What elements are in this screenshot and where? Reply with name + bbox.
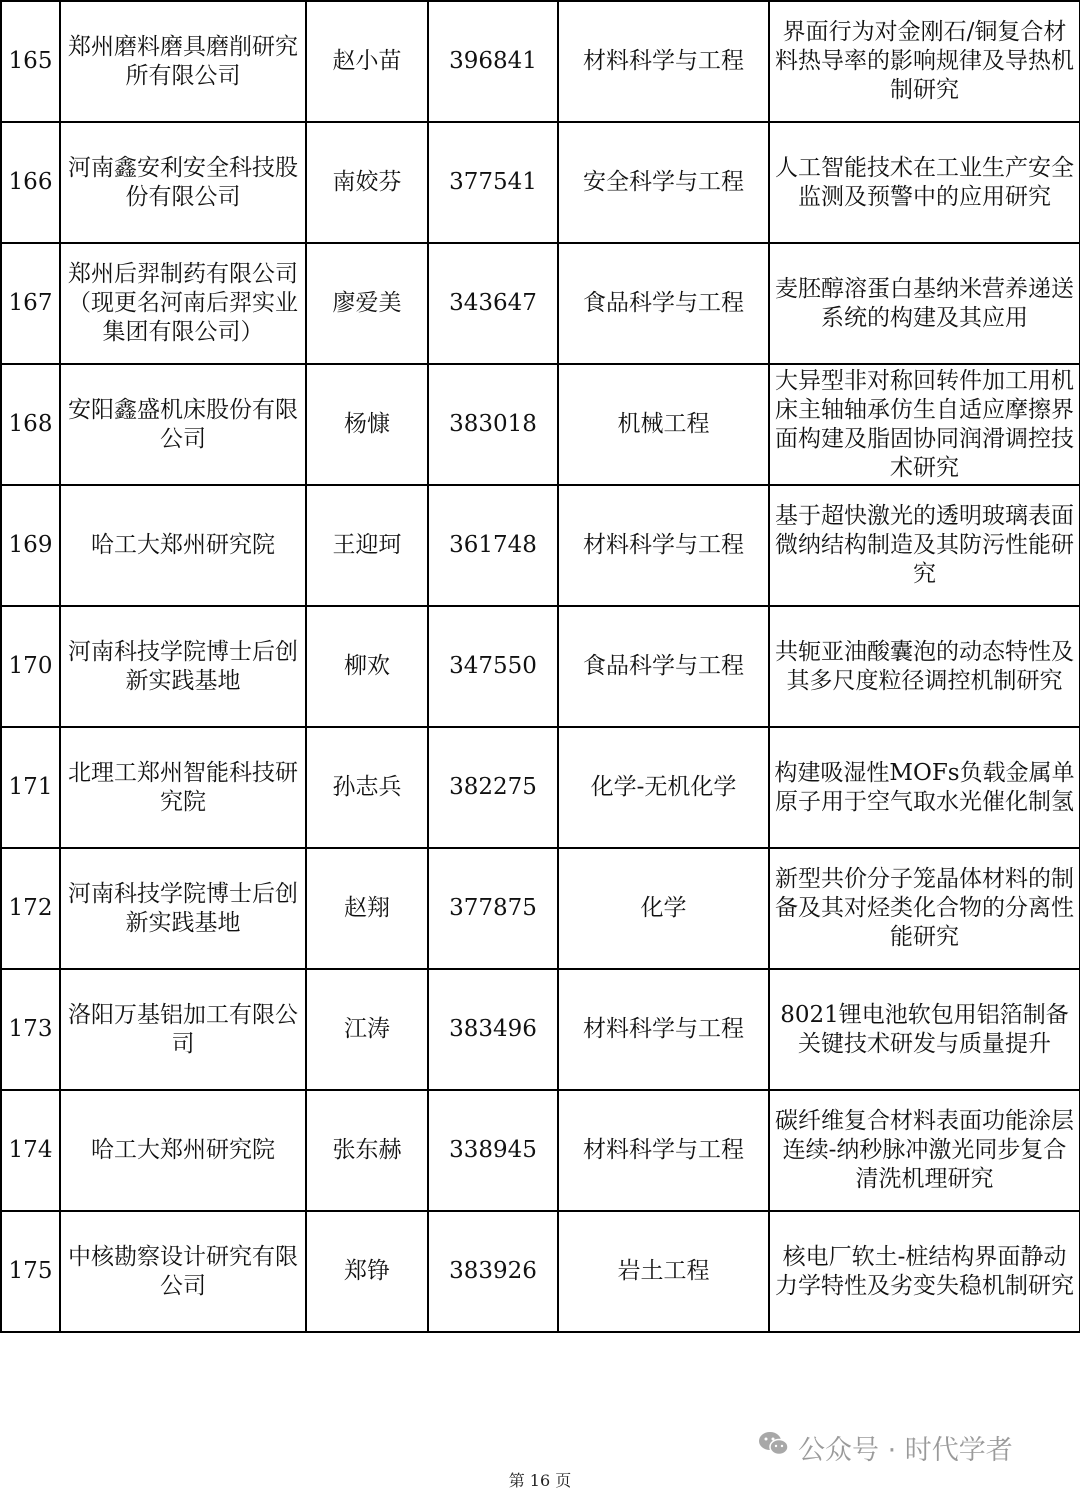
table-row bbox=[1, 1090, 1080, 1211]
researcher-name-cell: 杨慷 bbox=[306, 364, 428, 485]
research-topic-cell: 核电厂软土-桩结构界面静动力学特性及劣变失稳机制研究 bbox=[769, 1211, 1080, 1332]
researcher-name-cell: 柳欢 bbox=[306, 606, 428, 727]
row-number: 166 bbox=[1, 122, 60, 243]
researcher-id-cell: 361748 bbox=[428, 485, 558, 606]
row-number: 171 bbox=[1, 727, 60, 848]
discipline-cell: 安全科学与工程 bbox=[558, 122, 769, 243]
discipline-cell: 化学 bbox=[558, 848, 769, 969]
researcher-id-cell: 383496 bbox=[428, 969, 558, 1090]
watermark-text: 公众号 · 时代学者 bbox=[798, 1435, 1013, 1466]
researcher-id-cell: 347550 bbox=[428, 606, 558, 727]
discipline-cell: 食品科学与工程 bbox=[558, 243, 769, 364]
organization-cell: 郑州磨料磨具磨削研究所有限公司 bbox=[60, 1, 306, 122]
organization-cell: 洛阳万基铝加工有限公司 bbox=[60, 969, 306, 1090]
research-topic-cell: 新型共价分子笼晶体材料的制备及其对烃类化合物的分离性能研究 bbox=[769, 848, 1080, 969]
research-topic-cell: 构建吸湿性MOFs负载金属单原子用于空气取水光催化制氢 bbox=[769, 727, 1080, 848]
research-topic-cell: 人工智能技术在工业生产安全监测及预警中的应用研究 bbox=[769, 122, 1080, 243]
research-topic-cell: 界面行为对金刚石/铜复合材料热导率的影响规律及导热机制研究 bbox=[769, 1, 1080, 122]
researcher-id-cell: 377541 bbox=[428, 122, 558, 243]
wechat-icon bbox=[758, 1430, 790, 1465]
researcher-name-cell: 孙志兵 bbox=[306, 727, 428, 848]
research-topic-cell: 基于超快激光的透明玻璃表面微纳结构制造及其防污性能研究 bbox=[769, 485, 1080, 606]
organization-cell: 河南科技学院博士后创新实践基地 bbox=[60, 848, 306, 969]
researcher-name-cell: 郑铮 bbox=[306, 1211, 428, 1332]
research-topic-cell: 共轭亚油酸囊泡的动态特性及其多尺度粒径调控机制研究 bbox=[769, 606, 1080, 727]
discipline-cell: 机械工程 bbox=[558, 364, 769, 485]
discipline-cell: 材料科学与工程 bbox=[558, 1, 769, 122]
organization-cell: 河南鑫安利安全科技股份有限公司 bbox=[60, 122, 306, 243]
researcher-name-cell: 张东赫 bbox=[306, 1090, 428, 1211]
organization-cell: 中核勘察设计研究有限公司 bbox=[60, 1211, 306, 1332]
row-number: 175 bbox=[1, 1211, 60, 1332]
organization-cell: 北理工郑州智能科技研究院 bbox=[60, 727, 306, 848]
discipline-cell: 化学-无机化学 bbox=[558, 727, 769, 848]
research-topic-cell: 大异型非对称回转件加工用机床主轴轴承仿生自适应摩擦界面构建及脂固协同润滑调控技术研究 bbox=[769, 364, 1080, 485]
page-number: 第 16 页 bbox=[508, 1471, 572, 1490]
discipline-cell: 材料科学与工程 bbox=[558, 969, 769, 1090]
organization-cell: 哈工大郑州研究院 bbox=[60, 1090, 306, 1211]
researcher-id-cell: 377875 bbox=[428, 848, 558, 969]
discipline-cell: 食品科学与工程 bbox=[558, 606, 769, 727]
researcher-id-cell: 343647 bbox=[428, 243, 558, 364]
researcher-id-cell: 383926 bbox=[428, 1211, 558, 1332]
table-row bbox=[1, 969, 1080, 1090]
organization-cell: 河南科技学院博士后创新实践基地 bbox=[60, 606, 306, 727]
watermark bbox=[758, 1428, 1013, 1467]
researcher-id-cell: 382275 bbox=[428, 727, 558, 848]
table-row bbox=[1, 606, 1080, 727]
researcher-id-cell: 396841 bbox=[428, 1, 558, 122]
table-row bbox=[1, 1, 1080, 122]
row-number: 174 bbox=[1, 1090, 60, 1211]
researcher-name-cell: 赵翔 bbox=[306, 848, 428, 969]
organization-cell: 郑州后羿制药有限公司（现更名河南后羿实业集团有限公司） bbox=[60, 243, 306, 364]
discipline-cell: 材料科学与工程 bbox=[558, 485, 769, 606]
row-number: 173 bbox=[1, 969, 60, 1090]
table-row bbox=[1, 122, 1080, 243]
table-row bbox=[1, 243, 1080, 364]
row-number: 170 bbox=[1, 606, 60, 727]
row-number: 169 bbox=[1, 485, 60, 606]
organization-cell: 哈工大郑州研究院 bbox=[60, 485, 306, 606]
researcher-name-cell: 南姣芬 bbox=[306, 122, 428, 243]
research-topic-cell: 碳纤维复合材料表面功能涂层连续-纳秒脉冲激光同步复合清洗机理研究 bbox=[769, 1090, 1080, 1211]
research-topic-cell: 8021锂电池软包用铝箔制备关键技术研发与质量提升 bbox=[769, 969, 1080, 1090]
researcher-id-cell: 338945 bbox=[428, 1090, 558, 1211]
researcher-name-cell: 王迎珂 bbox=[306, 485, 428, 606]
table-body bbox=[1, 1, 1080, 1332]
table-row bbox=[1, 485, 1080, 606]
table-row bbox=[1, 848, 1080, 969]
row-number: 165 bbox=[1, 1, 60, 122]
researcher-name-cell: 廖爱美 bbox=[306, 243, 428, 364]
row-number: 167 bbox=[1, 243, 60, 364]
researcher-name-cell: 赵小苗 bbox=[306, 1, 428, 122]
researcher-name-cell: 江涛 bbox=[306, 969, 428, 1090]
table-row bbox=[1, 727, 1080, 848]
table-row bbox=[1, 364, 1080, 485]
discipline-cell: 岩土工程 bbox=[558, 1211, 769, 1332]
table-row bbox=[1, 1211, 1080, 1332]
row-number: 168 bbox=[1, 364, 60, 485]
research-topic-cell: 麦胚醇溶蛋白基纳米营养递送系统的构建及其应用 bbox=[769, 243, 1080, 364]
organization-cell: 安阳鑫盛机床股份有限公司 bbox=[60, 364, 306, 485]
row-number: 172 bbox=[1, 848, 60, 969]
discipline-cell: 材料科学与工程 bbox=[558, 1090, 769, 1211]
researcher-id-cell: 383018 bbox=[428, 364, 558, 485]
